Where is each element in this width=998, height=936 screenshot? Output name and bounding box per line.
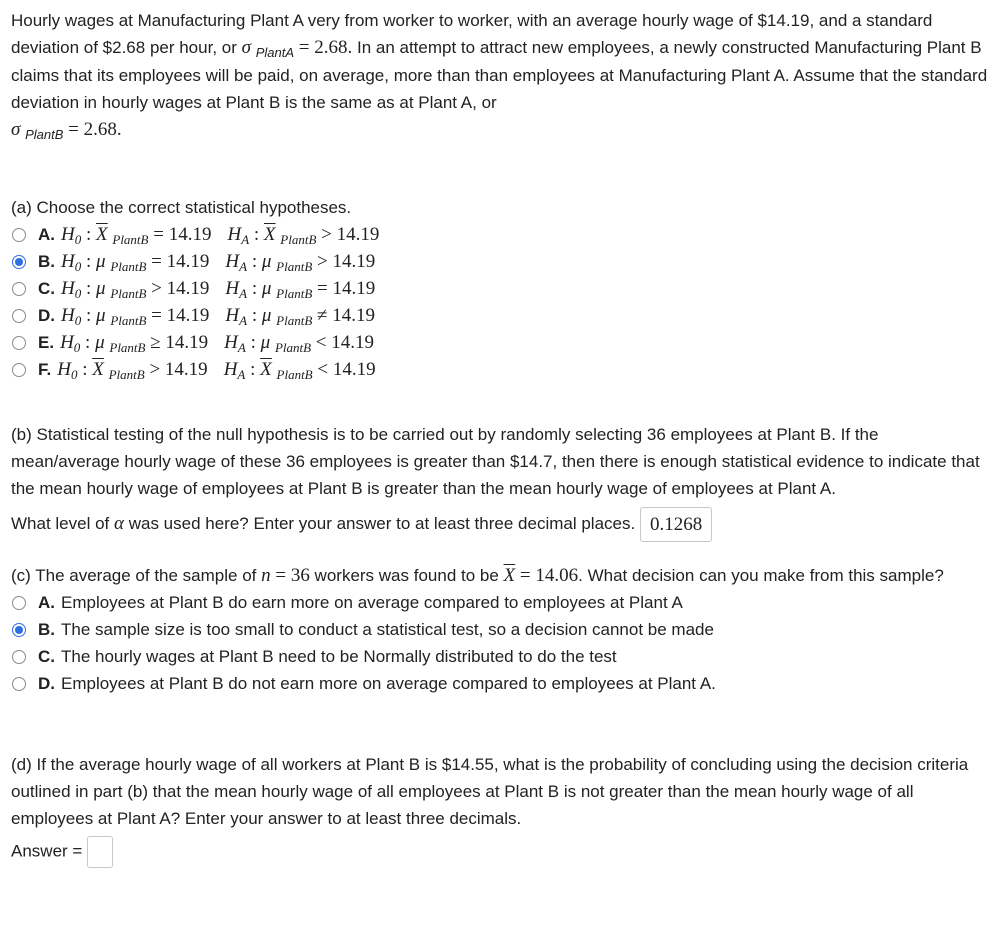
ha-relation: ≠ 14.19 — [312, 304, 375, 326]
radio-button[interactable] — [12, 623, 26, 637]
h0-symbol: H — [61, 223, 75, 245]
part-b-q2: was used here? Enter your answer to at least three decimal places. — [123, 513, 636, 533]
radio-button[interactable] — [12, 282, 26, 296]
h0-relation: = 14.19 — [148, 223, 212, 245]
h0-param-subscript: PlantB — [110, 285, 147, 301]
xbar-value: = 14.06 — [515, 565, 579, 586]
h0-relation: = 14.19 — [146, 250, 210, 272]
part-b-q1: What level of — [11, 513, 114, 533]
h0-subscript: 0 — [74, 231, 82, 247]
h0-relation: = 14.19 — [146, 304, 210, 326]
hypothesis-option[interactable] — [11, 356, 989, 383]
option-letter: E. — [38, 333, 55, 352]
h0-param-subscript: PlantB — [109, 339, 146, 355]
part-a-question: (a) Choose the correct statistical hypotheses. — [11, 198, 352, 217]
h0-param: μ — [95, 331, 105, 353]
option-letter: C. — [38, 647, 55, 666]
part-d-text: (d) If the average hourly wage of all workers at Plant B is $14.55, what is the probability of concluding using the decision criteria outlined in part (b) that the mean hourly wage of all employees at Plant B is not greater than the mean hourly wage of all employees at Plant A? Enter your answer to at least three decimals. — [11, 755, 969, 828]
ha-param-subscript: PlantB — [276, 285, 313, 301]
option-text: The sample size is too small to conduct a statistical test, so a decision cannot be made — [61, 620, 714, 639]
part-c — [11, 562, 989, 697]
decision-option[interactable] — [11, 616, 989, 643]
h0-relation: ≥ 14.19 — [145, 331, 209, 353]
ha-param: $\overline{X}$ — [260, 358, 272, 380]
radio-button[interactable] — [12, 596, 26, 610]
xbar-symbol: $\overline{X}$ — [503, 565, 516, 586]
option-text: Employees at Plant B do not earn more on average compared to employees at Plant A. — [61, 674, 716, 693]
h0-symbol: H — [60, 331, 74, 353]
ha-param-subscript: PlantB — [276, 312, 313, 328]
h0-subscript: 0 — [74, 312, 82, 328]
option-letter: D. — [38, 674, 55, 693]
h0-param: μ — [96, 250, 106, 272]
ha-param-subscript: PlantB — [276, 258, 313, 274]
alpha-symbol: α — [114, 512, 124, 534]
h0-param-subscript: PlantB — [112, 231, 149, 247]
sigma-subscript: PlantA — [255, 45, 295, 60]
ha-relation: > 14.19 — [316, 223, 380, 245]
ha-param: μ — [261, 304, 272, 326]
ha-param-subscript: PlantB — [276, 366, 313, 382]
radio-button[interactable] — [12, 650, 26, 664]
decision-option[interactable] — [11, 643, 989, 670]
radio-button[interactable] — [12, 228, 26, 242]
sigma-value-b: = 2.68. — [63, 119, 122, 140]
option-letter: A. — [38, 593, 55, 612]
intro-text-2: In an attempt to attract new employees, a newly constructed Manufacturing Plant B claims that its employees will be paid, on average, more than than employees at Manufacturing Plant A. Assume that the standard deviation in hourly wages at Plant B is the same as at Plant A, or — [11, 38, 988, 112]
n-symbol: n — [261, 565, 271, 586]
ha-param: $\overline{X}$ — [263, 223, 276, 245]
question-page — [11, 7, 989, 868]
decision-option[interactable] — [11, 589, 989, 616]
ha-param-subscript: PlantB — [274, 339, 312, 355]
hypothesis-option[interactable] — [11, 275, 989, 302]
option-letter: B. — [38, 620, 55, 639]
part-a-options — [11, 221, 989, 383]
ha-param-subscript: PlantB — [280, 231, 317, 247]
sigma-value: = 2.68. — [294, 37, 353, 58]
ha-param: μ — [261, 250, 272, 272]
radio-button[interactable] — [12, 255, 26, 269]
ha-param: μ — [260, 331, 271, 353]
h0-param-subscript: PlantB — [108, 366, 145, 382]
part-c-question — [11, 562, 989, 589]
part-c-q1: (c) The average of the sample of — [11, 566, 262, 585]
part-b-question — [11, 507, 989, 542]
ha-symbol: H — [227, 223, 242, 245]
ha-symbol: H — [224, 331, 238, 353]
h0-param-subscript: PlantB — [110, 258, 147, 274]
h0-param: $\overline{X}$ — [96, 223, 108, 245]
intro-paragraph — [11, 7, 989, 144]
ha-subscript: A — [239, 312, 248, 328]
hypothesis-math: $H_0$ : $\overline{X}$ $_{PlantB}$ = 14.19 $H_A$ : $\overline{X}$ $_{PlantB}$ > 14.19 — [61, 223, 380, 247]
hypothesis-option[interactable] — [11, 302, 989, 329]
h0-relation: > 14.19 — [146, 277, 210, 299]
h0-symbol: H — [61, 277, 75, 299]
h0-symbol: H — [57, 358, 71, 380]
part-a — [11, 194, 989, 383]
h0-param-subscript: PlantB — [110, 312, 147, 328]
ha-relation: < 14.19 — [311, 331, 375, 353]
part-d-answer-row — [11, 836, 989, 868]
ha-subscript: A — [241, 231, 250, 247]
hypothesis-math: $H_0$ : μ $_{PlantB}$ > 14.19 $H_A$ : μ $_{PlantB}$ = 14.19 — [61, 277, 376, 301]
n-value: = 36 — [270, 565, 310, 586]
hypothesis-math: $H_0$ : $\overline{X}$ $_{PlantB}$ > 14.19 $H_A$ : $\overline{X}$ $_{PlantB}$ < 14.19 — [57, 358, 376, 382]
option-letter: F. — [38, 360, 52, 379]
h0-subscript: 0 — [73, 339, 81, 355]
radio-button[interactable] — [12, 336, 26, 350]
ha-symbol: H — [225, 277, 240, 299]
h0-param: μ — [96, 304, 106, 326]
part-b — [11, 421, 989, 542]
option-letter: C. — [38, 279, 55, 298]
part-b-text: (b) Statistical testing of the null hypothesis is to be carried out by randomly selecting 36 employees at Plant B. If the mean/average hourly wage of these 36 employees is greater than $14.7, then there is enough statistical evidence to indicate that the mean hourly wage of employees at Plant B is greater than the mean hourly wage of employees at Plant A. — [11, 425, 980, 498]
h0-param: $\overline{X}$ — [92, 358, 104, 380]
ha-subscript: A — [237, 366, 246, 382]
part-c-options — [11, 589, 989, 697]
h0-subscript: 0 — [74, 285, 82, 301]
hypothesis-option[interactable] — [11, 248, 989, 275]
ha-param: μ — [261, 277, 272, 299]
ha-symbol: H — [225, 304, 240, 326]
ha-relation: < 14.19 — [312, 358, 376, 380]
h0-subscript: 0 — [74, 258, 82, 274]
alpha-answer-field[interactable]: 0.1268 — [640, 507, 712, 542]
hypothesis-option[interactable] — [11, 221, 989, 248]
option-text: Employees at Plant B do earn more on average compared to employees at Plant A — [61, 593, 683, 612]
decision-option[interactable] — [11, 670, 989, 697]
ha-symbol: H — [225, 250, 240, 272]
h0-relation: > 14.19 — [144, 358, 208, 380]
hypothesis-option[interactable] — [11, 329, 989, 356]
hypothesis-math: $H_0$ : μ $_{PlantB}$ ≥ 14.19 $H_A$ : μ $_{PlantB}$ < 14.19 — [60, 331, 375, 355]
option-letter: B. — [38, 252, 55, 271]
intro-text-1: Hourly wages at Manufacturing Plant A very from worker to worker, with an average hourly wage of $14.19, and a standard deviation of $2.68 per hour, or — [11, 11, 933, 57]
part-d — [11, 751, 989, 868]
h0-param: μ — [96, 277, 106, 299]
radio-button[interactable] — [12, 677, 26, 691]
option-letter: A. — [38, 225, 55, 244]
option-letter: D. — [38, 306, 55, 325]
radio-button[interactable] — [12, 309, 26, 323]
ha-relation: > 14.19 — [312, 250, 376, 272]
h0-symbol: H — [61, 250, 75, 272]
hypothesis-math: $H_0$ : μ $_{PlantB}$ = 14.19 $H_A$ : μ $_{PlantB}$ > 14.19 — [61, 250, 376, 274]
ha-subscript: A — [237, 339, 246, 355]
ha-subscript: A — [239, 258, 248, 274]
ha-relation: = 14.19 — [312, 277, 376, 299]
sigma-subscript-b: PlantB — [25, 127, 64, 142]
part-c-q3: . What decision can you make from this sample? — [578, 566, 944, 585]
radio-button[interactable] — [12, 363, 26, 377]
sigma-symbol: σ — [241, 37, 251, 58]
option-text: The hourly wages at Plant B need to be Normally distributed to do the test — [61, 647, 617, 666]
h0-symbol: H — [61, 304, 75, 326]
probability-answer-field[interactable] — [87, 836, 113, 868]
ha-subscript: A — [239, 285, 248, 301]
sigma-symbol-b: σ — [11, 119, 21, 140]
part-c-q2: workers was found to be — [309, 566, 504, 585]
h0-subscript: 0 — [70, 366, 78, 382]
hypothesis-math: $H_0$ : μ $_{PlantB}$ = 14.19 $H_A$ : μ $_{PlantB}$ ≠ 14.19 — [61, 304, 375, 328]
ha-symbol: H — [223, 358, 238, 380]
answer-label: Answer = — [11, 841, 88, 861]
